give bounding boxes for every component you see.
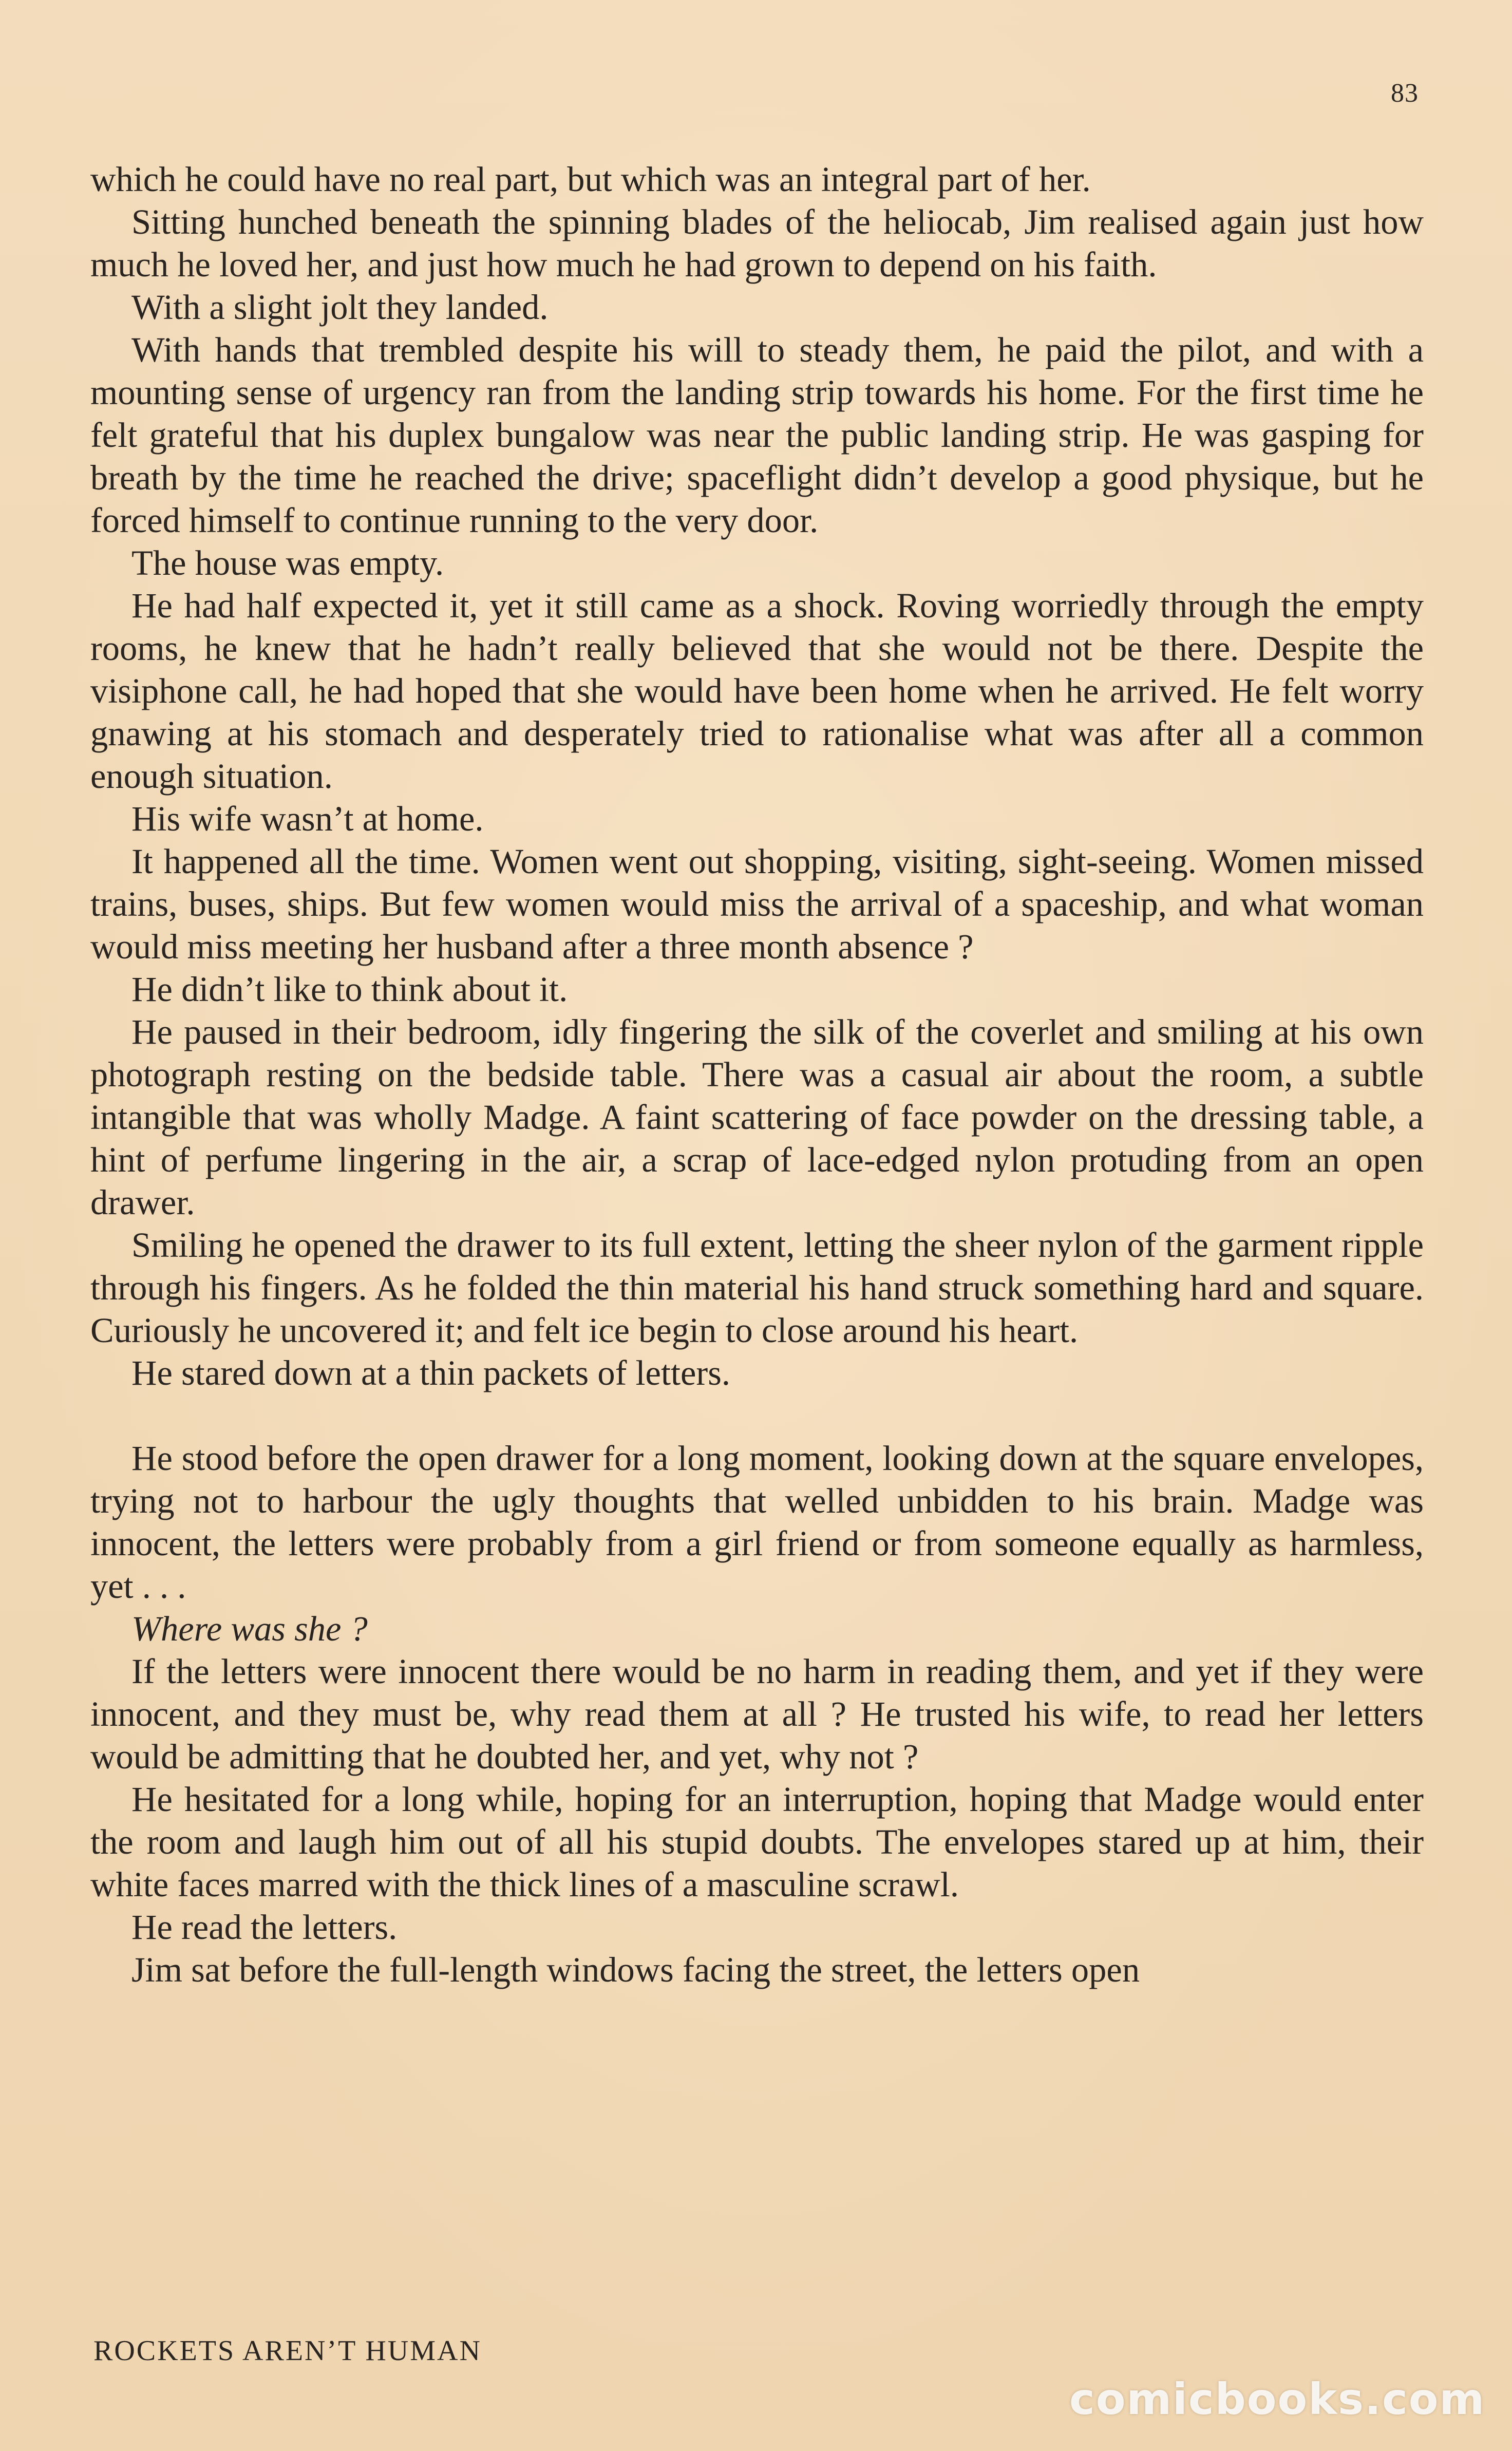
paragraph: Smiling he opened the drawer to its full extent, letting the sheer nylon of the garment ripple through his fingers. As he folded the thin material his hand struck something hard and square. Curiously he uncovered it; and felt ice begin to close around his heart.	[90, 1226, 1424, 1350]
paragraph: It happened all the time. Women went out shopping, visiting, sight-seeing. Women missed trains, buses, ships. But few women would miss the arrival of a spaceship, and what woman would miss meeting her husband after a three month absence ?	[90, 842, 1424, 966]
paragraph: He didn’t like to think about it.	[131, 970, 568, 1009]
paragraph: If the letters were innocent there would be no harm in reading them, and yet if they were innocent, and they must be, why read them at all ? He trusted his wife, to read her letters would be admitting that he doubted her, and yet, why not ?	[90, 1652, 1424, 1776]
paragraph: His wife wasn’t at home.	[131, 799, 484, 838]
paragraph: With a slight jolt they landed.	[131, 288, 549, 327]
paragraph: He stared down at a thin packets of letters.	[131, 1353, 731, 1392]
paragraph: which he could have no real part, but which was an integral part of her.	[90, 160, 1091, 199]
paragraph: He stood before the open drawer for a long moment, looking down at the square envelopes, trying not to harbour the ugly thoughts that welled unbidden to his brain. Madge was innocent, the letters were probably from a girl friend or from someone equally as harmless, yet . . .	[90, 1439, 1424, 1606]
footer-story-title: ROCKETS AREN’T HUMAN	[93, 2335, 482, 2367]
paragraph: With hands that trembled despite his will to steady them, he paid the pilot, and with a mounting sense of urgency ran from the landing strip towards his home. For the first time he felt grateful that his duplex bungalow was near the public landing strip. He was gasping for breath by the time he reached the drive; spaceflight didn’t develop a good physique, but he forced himself to continue running to the very door.	[90, 330, 1424, 540]
paragraph: Jim sat before the full-length windows facing the street, the letters open	[131, 1950, 1140, 1989]
paragraph: Sitting hunched beneath the spinning blades of the heliocab, Jim realised again just how much he loved her, and just how much he had grown to depend on his faith.	[90, 202, 1424, 284]
italic-paragraph	[90, 1608, 1424, 1650]
section-break	[90, 1394, 1424, 1437]
paragraph: He paused in their bedroom, idly fingering the silk of the coverlet and smiling at his own photograph resting on the bedside table. There was a casual air about the room, a subtle intangible that was wholly Madge. A faint scattering of face powder on the dressing table, a hint of perfume lingering in the air, a scrap of lace-edged nylon protuding from an open drawer.	[90, 1012, 1424, 1222]
italic-line: Where was she ?	[131, 1609, 368, 1648]
body-text	[90, 158, 1424, 1991]
paragraph: He had half expected it, yet it still came as a shock. Roving worriedly through the empty rooms, he knew that he hadn’t really believed that she would not be there. Despite the visiphone call, he had hoped that she would have been home when he arrived. He felt worry gnawing at his stomach and desperately tried to rationalise what was after all a common enough situation.	[90, 586, 1424, 796]
paragraph: The house was empty.	[131, 543, 444, 582]
watermark-logo: comicbooks.com	[1069, 2374, 1485, 2424]
paragraph: He read the letters.	[131, 1908, 398, 1947]
paragraph: He hesitated for a long while, hoping for an interruption, hoping that Madge would enter the room and laugh him out of all his stupid doubts. The envelopes stared up at him, their white faces marred with the thick lines of a masculine scrawl.	[90, 1780, 1424, 1904]
page-number: 83	[1391, 79, 1419, 108]
